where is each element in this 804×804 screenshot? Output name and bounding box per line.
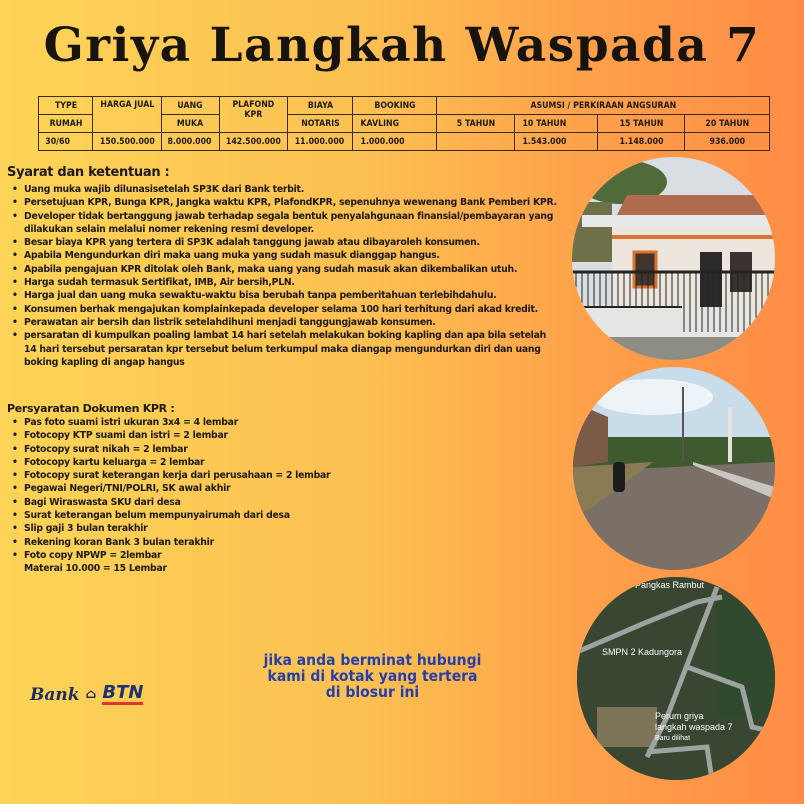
list-item: • Fotocopy surat keterangan kerja dari perusahaan = 2 lembar [12,469,342,482]
list-item: • Uang muka wajib dilunasisetelah SP3K dari Bank terbit. [12,183,557,196]
list-item: • Fotocopy surat nikah = 2 lembar [12,443,342,456]
dokumen-list [12,416,342,576]
cell-plafond: 142.500.000 [222,133,285,151]
th-uang: UANG [164,97,217,115]
th-type: TYPE [41,97,91,115]
bank-name: BTN [102,682,144,703]
contact-line: jika anda berminat hubungi [263,651,482,669]
brochure-title: Griya Langkah Waspada 7 [43,18,761,73]
cell-booking: 1.000.000 [356,133,433,151]
cell-uang: 8.000.000 [164,133,217,151]
syarat-heading: Syarat dan ketentuan : [7,165,170,180]
th-harga: HARGA JUAL [95,97,158,133]
list-item: • Apabila Mengundurkan diri maka uang muka yang sudah masuk dianggap hangus. [12,249,557,262]
cell-10-tahun: 1.543.000 [518,133,594,151]
th-20-tahun: 20 TAHUN [688,115,766,133]
list-item: • persaratan di kumpulkan poaling lambat 14 hari setelah melakukan boking kapling dan apa bila setelah 14 hari tersebut persaratan kpr tersebut belum terkumpul maka diangap mengundurkan diri dan uang boking kapling di angap hangus [12,329,557,369]
list-item: • Persetujuan KPR, Bunga KPR, Jangka waktu KPR, PlafondKPR, sepenuhnya wewenang Bank Pemberi KPR. [12,196,557,209]
price-table [38,96,770,151]
list-item: • Pas foto suami istri ukuran 3x4 = 4 lembar [12,416,342,429]
list-item: • Fotocopy KTP suami dan istri = 2 lembar [12,429,342,442]
list-item: • Foto copy NPWP = 2lembar [12,549,342,562]
map-label-smpn: SMPN 2 Kadungora [602,647,683,657]
map-pin-perum[interactable] [655,711,733,744]
cell-biaya: 11.000.000 [290,133,350,151]
list-item: • Pegawai Negeri/TNI/POLRI, SK awal akhir [12,482,342,495]
list-item: • Bagi Wiraswasta SKU dari desa [12,496,342,509]
th-booking: BOOKING [356,97,433,115]
cell-15-tahun: 1.148.000 [601,133,681,151]
th-biaya: BIAYA [290,97,350,115]
th-asumsi: ASUMSI / PERKIRAAN ANGSURAN [450,97,756,115]
bank-btn-logo [30,684,143,705]
road-photo [573,367,775,570]
list-item: • Slip gaji 3 bulan terakhir [12,522,342,535]
th-biaya-2: NOTARIS [290,115,350,133]
list-item: • Harga jual dan uang muka sewaktu-waktu bisa berubah tanpa pemberitahuan terlebihdahulu. [12,289,557,302]
map-label-perum-2: langkah waspada 7 [655,722,733,732]
list-item: • Surat keterangan belum mempunyairumah dari desa [12,509,342,522]
list-item: • Besar biaya KPR yang tertera di SP3K adalah tanggung jawab atau dibayaroleh konsumen. [12,236,557,249]
dokumen-heading: Persyaratan Dokumen KPR : [7,402,175,415]
th-5-tahun: 5 TAHUN [440,115,512,133]
th-10-tahun: 10 TAHUN [518,115,594,133]
contact-line: di blosur ini [325,683,420,701]
map-label-baru: Baru dilihat [655,735,691,742]
syarat-list [12,183,557,369]
list-item: • Harga sudah termasuk Sertifikat, IMB, Air bersih,PLN. [12,276,557,289]
location-map [577,577,775,780]
th-uang-2: MUKA [164,115,217,133]
list-item: • Rekening koran Bank 3 bulan terakhir [12,536,342,549]
list-item: • Developer tidak bertanggung jawab terhadap segala bentuk penyalahgunaan finansial/pembayaran yang dilakukan selain melalui nomer rekening resmi developer. [12,210,557,237]
list-item: • Konsumen berhak mengajukan komplainkepada developer selama 100 hari terhitung dari akad kredit. [12,303,557,316]
btn-house-icon: ⌂ [85,687,97,702]
map-label-perum-1: Perum griya [655,711,704,721]
list-item: • Apabila pengajuan KPR ditolak oleh Bank, maka uang yang sudah masuk akan dikembalikan utuh. [12,263,557,276]
map-label-pangkas: Pangkas Rambut [635,580,705,590]
list-item: • Fotocopy kartu keluarga = 2 lembar [12,456,342,469]
cell-5-tahun [440,133,512,151]
th-type-2: RUMAH [41,115,91,133]
list-item: • Perawatan air bersih dan listrik setelahdihuni menjadi tanggungjawab konsumen. [12,316,557,329]
cell-type: 30/60 [41,133,91,151]
list-item-materai: Materai 10.000 = 15 Lembar [24,563,167,575]
th-booking-2: KAVLING [356,115,433,133]
house-photo [572,157,775,360]
th-plafond: PLAFOND KPR [222,97,285,133]
cell-20-tahun: 936.000 [688,133,766,151]
bank-prefix: Bank [30,684,80,705]
contact-line: kami di kotak yang tertera [267,667,478,685]
cell-harga: 150.500.000 [95,133,158,151]
th-15-tahun: 15 TAHUN [601,115,681,133]
contact-note [240,652,505,700]
